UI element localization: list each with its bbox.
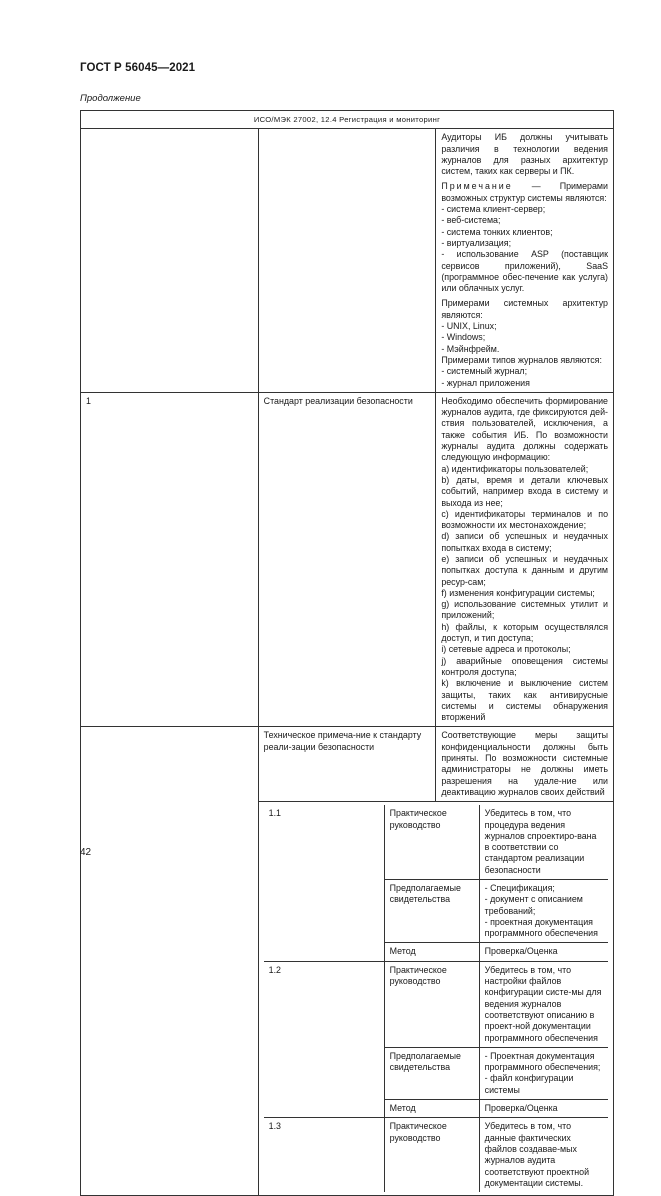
- row-number: 1: [81, 392, 259, 727]
- note-paragraph: [441, 181, 608, 204]
- intro-cell: [436, 129, 614, 393]
- continuation-label: Продолжение: [80, 93, 141, 104]
- list-item: g) использование системных утилит и приложений;: [441, 599, 608, 621]
- subitem-1-2-guide-row: [264, 961, 608, 1047]
- list-item: f) изменения конфигурации системы;: [441, 587, 595, 598]
- list-item: b) даты, время и детали ключевых событий, например входа в систему и выхода из нее;: [441, 474, 608, 508]
- subitem-number: 1.3: [264, 1118, 385, 1192]
- intro-row: [81, 129, 614, 393]
- architectures-intro: Примерами системных архитектур являются:: [441, 298, 608, 320]
- list-item: j) аварийные оповещения системы контроля доступа;: [441, 655, 608, 677]
- technical-note-title: Техническое примеча-ние к стандарту реали-зации безопасности: [258, 727, 436, 802]
- list-item: - использование ASP (поставщик сервисов приложений), SaaS (программное обес-печение как услуга) или облачных услуг.: [441, 249, 608, 294]
- list-item: - журнал приложения: [441, 377, 530, 388]
- subitem-1-1-guide-row: [264, 805, 608, 879]
- guide-text: Убедитесь в том, что данные фактических файлов создавае-мых журналов аудита соответствуют проектной документации системы.: [479, 1118, 608, 1192]
- list-item: а) идентификаторы пользователей;: [441, 463, 589, 474]
- page-number: 42: [80, 847, 92, 858]
- list-item: - проектная документация программного обеспечения: [484, 916, 598, 939]
- list-item: - Проектная документация программного обеспечения;: [484, 1050, 601, 1073]
- list-item: - документ с описанием требований;: [484, 894, 583, 916]
- technical-note-text: Соответствующие меры защиты конфиденциальности должны быть приняты. По возможности системные администраторы не должны иметь разрешения на удале-ние или деактивацию журналов своих действий: [436, 727, 614, 802]
- empty-number-cell: [81, 129, 259, 393]
- evidence-label: Предполагаемые свидетельства: [384, 880, 479, 943]
- list-item: e) записи об успешных и неудачных попытках доступа к данным и другим ресур-сам;: [441, 553, 608, 587]
- empty-number-cell: [81, 727, 259, 1196]
- subitem-number: 1.2: [264, 961, 385, 1118]
- list-item: h) файлы, к которым осуществлялся доступ, и тип доступа;: [441, 621, 608, 644]
- guide-label: Практическое руководство: [384, 961, 479, 1047]
- empty-title-cell: [258, 129, 436, 393]
- row-title: Стандарт реализации безопасности: [258, 392, 436, 727]
- list-item: - виртуализация;: [441, 237, 512, 248]
- intro-text: Аудиторы ИБ должны учитывать различия в технологии ведения журналов для разных архитектур систем, таких как серверы и ПК.: [441, 132, 608, 177]
- list-item: c) идентификаторы терминалов и по возможности их местонахождение;: [441, 508, 608, 531]
- requirement-text: Необходимо обеспечить формирование журналов аудита, где фиксируются дей-ствия пользователей, исключения, а также события ИБ. По возможности журналы аудита должны содержать следующую информацию:: [441, 395, 608, 463]
- subitems-table: [264, 805, 608, 1192]
- note-label: Примечание: [441, 181, 513, 192]
- method-value: Проверка/Оценка: [479, 943, 608, 961]
- method-label: Метод: [384, 1100, 479, 1118]
- list-item: - система тонких клиентов;: [441, 226, 553, 237]
- log-types-intro: Примерами типов журналов являются:: [441, 354, 602, 365]
- method-label: Метод: [384, 943, 479, 961]
- list-item: - Мэйнфрейм.: [441, 343, 500, 354]
- list-item: - веб-система;: [441, 215, 501, 226]
- technical-note-row: [81, 727, 614, 802]
- document-code: ГОСТ Р 56045—2021: [80, 62, 196, 74]
- list-item: - системный журнал;: [441, 366, 528, 377]
- guide-label: Практическое руководство: [384, 805, 479, 879]
- list-item: - система клиент-сервер;: [441, 204, 546, 215]
- evidence-label: Предполагаемые свидетельства: [384, 1047, 479, 1099]
- requirement-cell: [436, 392, 614, 727]
- list-item: k) включение и выключение систем защиты, таких как антивирусные системы и системы обнаружения вторжений: [441, 678, 608, 723]
- note-text: — Примерами возможных структур системы являются:: [441, 181, 608, 203]
- subitem-1-3-guide-row: [264, 1118, 608, 1192]
- subitems-container: [258, 802, 613, 1196]
- requirements-table: [80, 110, 614, 1196]
- standard-reference: ИСО/МЭК 27002, 12.4 Регистрация и мониторинг: [81, 111, 614, 129]
- guide-text: Убедитесь в том, что процедура ведения журналов спроектиро-вана в соответствии со стандартом реализации безопасности: [479, 805, 608, 879]
- list-item: - Спецификация;: [484, 883, 555, 893]
- list-item: d) записи об успешных и неудачных попытках входа в систему;: [441, 531, 608, 553]
- list-item: - UNIX, Linux;: [441, 321, 497, 332]
- guide-text: Убедитесь в том, что настройки файлов конфигурации систе-мы для ведения журналов соответствуют описанию в проект-ной документации программного обеспечения: [479, 961, 608, 1047]
- evidence-list: [479, 1047, 608, 1099]
- method-value: Проверка/Оценка: [479, 1100, 608, 1118]
- evidence-list: [479, 880, 608, 943]
- list-item: i) сетевые адреса и протоколы;: [441, 644, 571, 655]
- list-item: - файл конфигурации системы: [484, 1073, 574, 1095]
- requirement-row-1: [81, 392, 614, 727]
- list-item: - Windows;: [441, 332, 486, 343]
- subitem-number: 1.1: [264, 805, 385, 961]
- guide-label: Практическое руководство: [384, 1118, 479, 1192]
- standard-reference-row: [81, 111, 614, 129]
